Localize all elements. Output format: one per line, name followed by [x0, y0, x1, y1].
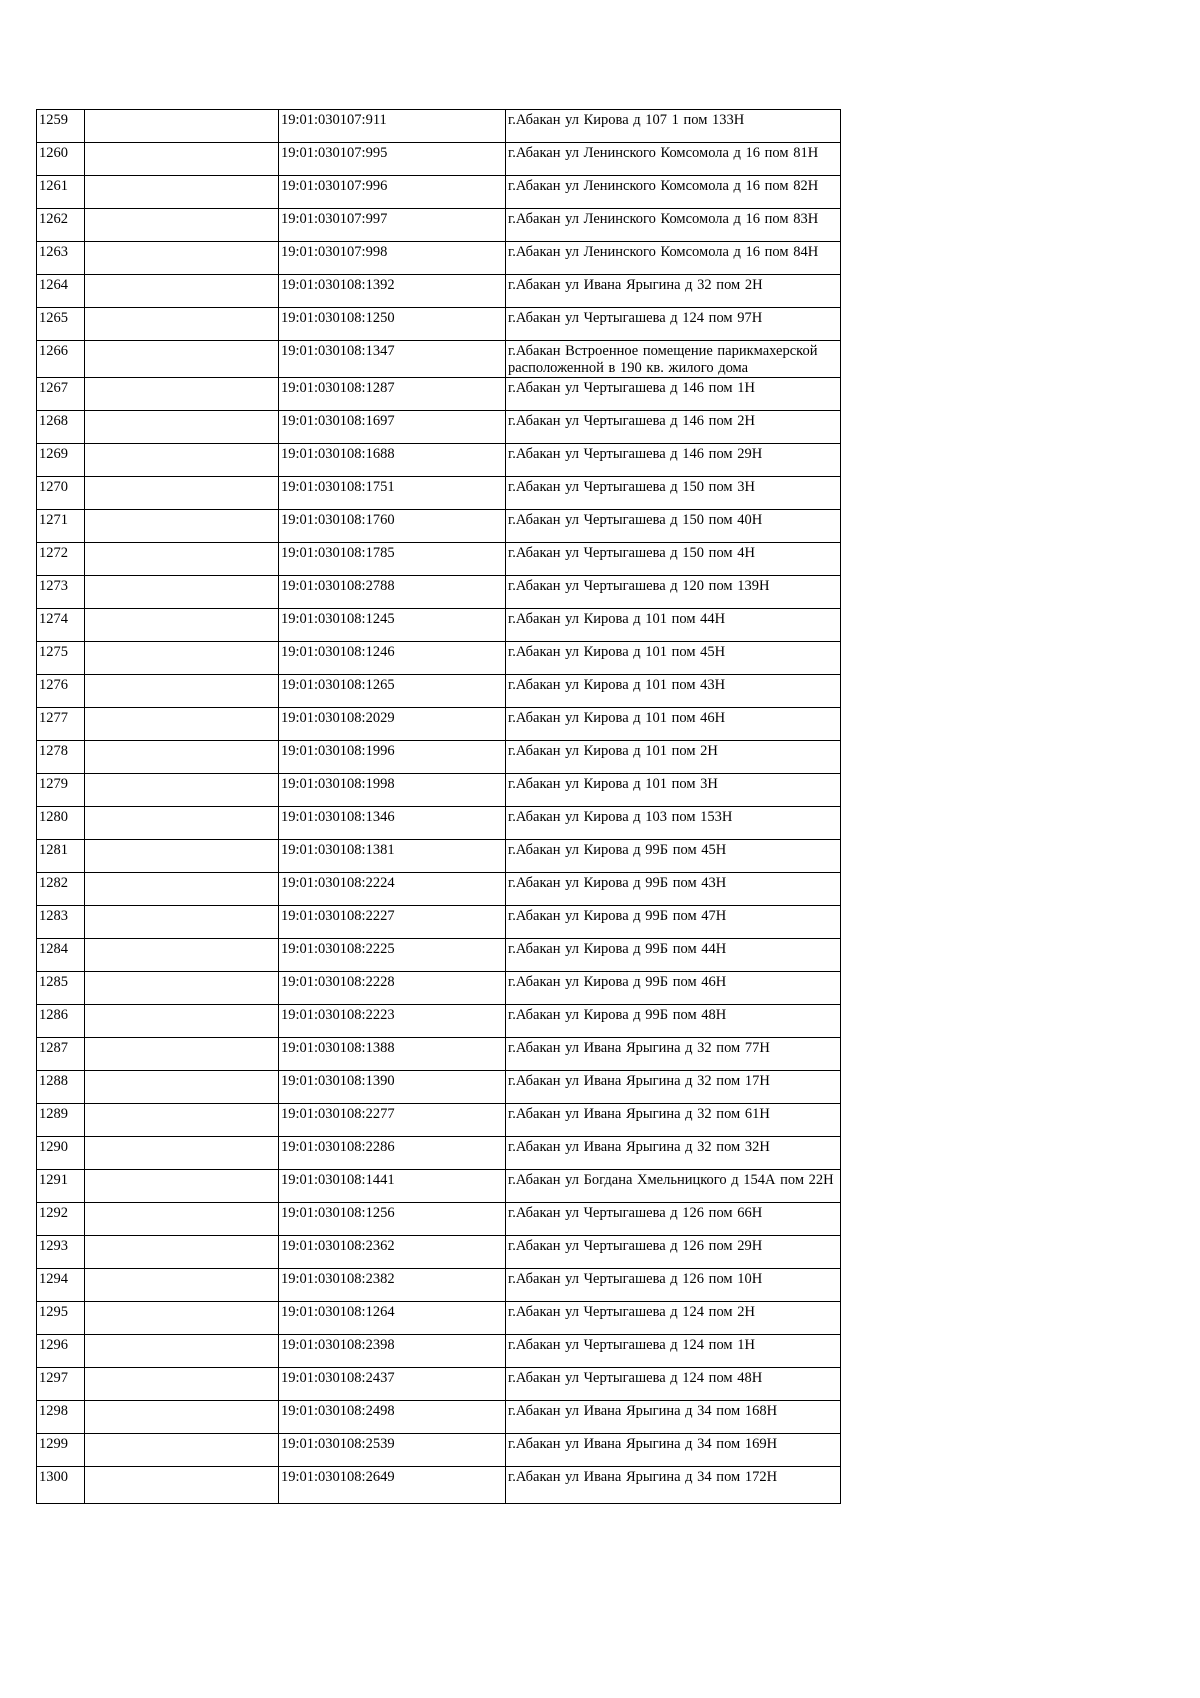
row-number-cell: 1266: [37, 341, 85, 378]
row-number-cell: 1295: [37, 1302, 85, 1335]
table-row: [37, 110, 841, 143]
table-row: [37, 840, 841, 873]
cadastral-number-cell: 19:01:030108:1388: [279, 1038, 506, 1071]
cadastral-number-cell: 19:01:030108:2227: [279, 906, 506, 939]
cadastral-number-cell: 19:01:030107:996: [279, 176, 506, 209]
row-number-cell: 1288: [37, 1071, 85, 1104]
cadastral-number-cell: 19:01:030107:995: [279, 143, 506, 176]
row-number-cell: 1260: [37, 143, 85, 176]
row-number-cell: 1294: [37, 1269, 85, 1302]
table-row: [37, 1137, 841, 1170]
property-registry-table: [36, 109, 841, 1504]
row-number-cell: 1261: [37, 176, 85, 209]
table-row: [37, 1005, 841, 1038]
cadastral-number-cell: 19:01:030107:998: [279, 242, 506, 275]
address-cell: г.Абакан ул Кирова д 99Б пом 45Н: [506, 840, 841, 873]
table-row: [37, 143, 841, 176]
table-row: [37, 1269, 841, 1302]
row-number-cell: 1296: [37, 1335, 85, 1368]
owner-cell: [85, 1005, 279, 1038]
row-number-cell: 1291: [37, 1170, 85, 1203]
table-row: [37, 642, 841, 675]
owner-cell: [85, 1368, 279, 1401]
owner-cell: [85, 176, 279, 209]
row-number-cell: 1262: [37, 209, 85, 242]
owner-cell: [85, 378, 279, 411]
row-number-cell: 1289: [37, 1104, 85, 1137]
cadastral-number-cell: 19:01:030108:1246: [279, 642, 506, 675]
row-number-cell: 1298: [37, 1401, 85, 1434]
row-number-cell: 1280: [37, 807, 85, 840]
cadastral-number-cell: 19:01:030108:1697: [279, 411, 506, 444]
cadastral-number-cell: 19:01:030108:1347: [279, 341, 506, 378]
address-cell: г.Абакан ул Ивана Ярыгина д 34 пом 169Н: [506, 1434, 841, 1467]
table-row: [37, 411, 841, 444]
owner-cell: [85, 774, 279, 807]
cadastral-number-cell: 19:01:030108:1760: [279, 510, 506, 543]
owner-cell: [85, 143, 279, 176]
address-cell: г.Абакан ул Кирова д 101 пом 3Н: [506, 774, 841, 807]
owner-cell: [85, 708, 279, 741]
owner-cell: [85, 1236, 279, 1269]
address-cell: г.Абакан ул Кирова д 101 пом 44Н: [506, 609, 841, 642]
owner-cell: [85, 1071, 279, 1104]
row-number-cell: 1276: [37, 675, 85, 708]
address-cell: г.Абакан ул Ивана Ярыгина д 32 пом 77Н: [506, 1038, 841, 1071]
address-cell: г.Абакан ул Чертыгашева д 146 пом 2Н: [506, 411, 841, 444]
owner-cell: [85, 543, 279, 576]
cadastral-number-cell: 19:01:030108:1250: [279, 308, 506, 341]
owner-cell: [85, 1434, 279, 1467]
owner-cell: [85, 275, 279, 308]
address-cell: г.Абакан ул Чертыгашева д 124 пом 1Н: [506, 1335, 841, 1368]
address-cell: г.Абакан ул Чертыгашева д 150 пом 40Н: [506, 510, 841, 543]
cadastral-number-cell: 19:01:030108:1785: [279, 543, 506, 576]
row-number-cell: 1274: [37, 609, 85, 642]
address-cell: г.Абакан ул Кирова д 107 1 пом 133Н: [506, 110, 841, 143]
owner-cell: [85, 873, 279, 906]
row-number-cell: 1275: [37, 642, 85, 675]
address-cell: г.Абакан ул Ленинского Комсомола д 16 пом 84Н: [506, 242, 841, 275]
address-cell: г.Абакан ул Чертыгашева д 126 пом 10Н: [506, 1269, 841, 1302]
row-number-cell: 1285: [37, 972, 85, 1005]
row-number-cell: 1273: [37, 576, 85, 609]
cadastral-number-cell: 19:01:030108:2398: [279, 1335, 506, 1368]
address-cell: г.Абакан ул Кирова д 99Б пом 44Н: [506, 939, 841, 972]
row-number-cell: 1272: [37, 543, 85, 576]
table-row: [37, 774, 841, 807]
cadastral-number-cell: 19:01:030108:1441: [279, 1170, 506, 1203]
owner-cell: [85, 576, 279, 609]
table-row: [37, 708, 841, 741]
table-row: [37, 609, 841, 642]
table-row: [37, 1434, 841, 1467]
row-number-cell: 1278: [37, 741, 85, 774]
address-cell: г.Абакан ул Кирова д 101 пом 43Н: [506, 675, 841, 708]
address-cell: г.Абакан ул Кирова д 99Б пом 47Н: [506, 906, 841, 939]
table-row: [37, 1038, 841, 1071]
owner-cell: [85, 972, 279, 1005]
owner-cell: [85, 807, 279, 840]
table-row: [37, 873, 841, 906]
table-row: [37, 1203, 841, 1236]
owner-cell: [85, 411, 279, 444]
owner-cell: [85, 840, 279, 873]
address-cell: г.Абакан ул Ивана Ярыгина д 32 пом 61Н: [506, 1104, 841, 1137]
owner-cell: [85, 444, 279, 477]
row-number-cell: 1263: [37, 242, 85, 275]
address-cell: г.Абакан ул Ленинского Комсомола д 16 пом 83Н: [506, 209, 841, 242]
owner-cell: [85, 110, 279, 143]
owner-cell: [85, 1302, 279, 1335]
cadastral-number-cell: 19:01:030108:1751: [279, 477, 506, 510]
row-number-cell: 1284: [37, 939, 85, 972]
address-cell: г.Абакан ул Ивана Ярыгина д 34 пом 172Н: [506, 1467, 841, 1504]
address-cell: г.Абакан ул Ленинского Комсомола д 16 пом 82Н: [506, 176, 841, 209]
table-row: [37, 275, 841, 308]
row-number-cell: 1300: [37, 1467, 85, 1504]
owner-cell: [85, 1104, 279, 1137]
cadastral-number-cell: 19:01:030108:2498: [279, 1401, 506, 1434]
table-row: [37, 510, 841, 543]
owner-cell: [85, 1467, 279, 1504]
address-cell: г.Абакан ул Кирова д 101 пом 45Н: [506, 642, 841, 675]
table-row: [37, 972, 841, 1005]
table-row: [37, 1170, 841, 1203]
row-number-cell: 1281: [37, 840, 85, 873]
cadastral-number-cell: 19:01:030108:2382: [279, 1269, 506, 1302]
cadastral-number-cell: 19:01:030108:2649: [279, 1467, 506, 1504]
row-number-cell: 1287: [37, 1038, 85, 1071]
cadastral-number-cell: 19:01:030108:1256: [279, 1203, 506, 1236]
address-cell: г.Абакан ул Ленинского Комсомола д 16 пом 81Н: [506, 143, 841, 176]
table-row: [37, 444, 841, 477]
cadastral-number-cell: 19:01:030108:1392: [279, 275, 506, 308]
address-cell: г.Абакан ул Кирова д 99Б пом 46Н: [506, 972, 841, 1005]
table-row: [37, 176, 841, 209]
owner-cell: [85, 675, 279, 708]
address-cell: г.Абакан ул Ивана Ярыгина д 32 пом 32Н: [506, 1137, 841, 1170]
row-number-cell: 1271: [37, 510, 85, 543]
owner-cell: [85, 1038, 279, 1071]
owner-cell: [85, 1269, 279, 1302]
address-cell: г.Абакан ул Кирова д 101 пом 2Н: [506, 741, 841, 774]
address-cell: г.Абакан ул Чертыгашева д 146 пом 29Н: [506, 444, 841, 477]
owner-cell: [85, 906, 279, 939]
address-cell: г.Абакан ул Чертыгашева д 150 пом 3Н: [506, 477, 841, 510]
row-number-cell: 1267: [37, 378, 85, 411]
cadastral-number-cell: 19:01:030108:2437: [279, 1368, 506, 1401]
cadastral-number-cell: 19:01:030108:1265: [279, 675, 506, 708]
table-row: [37, 675, 841, 708]
row-number-cell: 1282: [37, 873, 85, 906]
table-row: [37, 906, 841, 939]
cadastral-number-cell: 19:01:030108:1346: [279, 807, 506, 840]
row-number-cell: 1299: [37, 1434, 85, 1467]
table-row: [37, 242, 841, 275]
table-row: [37, 308, 841, 341]
address-cell: г.Абакан ул Чертыгашева д 124 пом 97Н: [506, 308, 841, 341]
row-number-cell: 1269: [37, 444, 85, 477]
cadastral-number-cell: 19:01:030108:2223: [279, 1005, 506, 1038]
row-number-cell: 1283: [37, 906, 85, 939]
address-cell: г.Абакан ул Ивана Ярыгина д 32 пом 17Н: [506, 1071, 841, 1104]
owner-cell: [85, 1170, 279, 1203]
table-row: [37, 543, 841, 576]
table-row: [37, 1236, 841, 1269]
cadastral-number-cell: 19:01:030108:1287: [279, 378, 506, 411]
owner-cell: [85, 1203, 279, 1236]
table-row: [37, 1302, 841, 1335]
owner-cell: [85, 341, 279, 378]
row-number-cell: 1279: [37, 774, 85, 807]
table-row: [37, 1401, 841, 1434]
cadastral-number-cell: 19:01:030108:2788: [279, 576, 506, 609]
address-cell: г.Абакан ул Чертыгашева д 150 пом 4Н: [506, 543, 841, 576]
address-cell: г.Абакан ул Чертыгашева д 120 пом 139Н: [506, 576, 841, 609]
table-row: [37, 741, 841, 774]
address-cell: г.Абакан ул Чертыгашева д 126 пом 29Н: [506, 1236, 841, 1269]
cadastral-number-cell: 19:01:030108:2277: [279, 1104, 506, 1137]
cadastral-number-cell: 19:01:030108:1996: [279, 741, 506, 774]
address-cell: г.Абакан ул Чертыгашева д 124 пом 48Н: [506, 1368, 841, 1401]
address-cell: г.Абакан ул Чертыгашева д 126 пом 66Н: [506, 1203, 841, 1236]
owner-cell: [85, 510, 279, 543]
owner-cell: [85, 1401, 279, 1434]
table-row: [37, 1335, 841, 1368]
row-number-cell: 1264: [37, 275, 85, 308]
table-row: [37, 209, 841, 242]
row-number-cell: 1290: [37, 1137, 85, 1170]
cadastral-number-cell: 19:01:030107:997: [279, 209, 506, 242]
owner-cell: [85, 642, 279, 675]
cadastral-number-cell: 19:01:030108:2362: [279, 1236, 506, 1269]
owner-cell: [85, 242, 279, 275]
address-cell: г.Абакан ул Чертыгашева д 124 пом 2Н: [506, 1302, 841, 1335]
owner-cell: [85, 1335, 279, 1368]
cadastral-number-cell: 19:01:030108:1381: [279, 840, 506, 873]
table-row: [37, 1071, 841, 1104]
address-cell: г.Абакан ул Кирова д 103 пом 153Н: [506, 807, 841, 840]
table-row: [37, 1104, 841, 1137]
owner-cell: [85, 741, 279, 774]
row-number-cell: 1297: [37, 1368, 85, 1401]
row-number-cell: 1268: [37, 411, 85, 444]
row-number-cell: 1293: [37, 1236, 85, 1269]
cadastral-number-cell: 19:01:030108:1245: [279, 609, 506, 642]
owner-cell: [85, 209, 279, 242]
address-cell: г.Абакан ул Чертыгашева д 146 пом 1Н: [506, 378, 841, 411]
table-row: [37, 477, 841, 510]
cadastral-number-cell: 19:01:030108:2224: [279, 873, 506, 906]
cadastral-number-cell: 19:01:030108:2225: [279, 939, 506, 972]
cadastral-number-cell: 19:01:030108:2539: [279, 1434, 506, 1467]
address-cell: г.Абакан ул Кирова д 99Б пом 48Н: [506, 1005, 841, 1038]
row-number-cell: 1259: [37, 110, 85, 143]
cadastral-number-cell: 19:01:030108:1390: [279, 1071, 506, 1104]
table-row: [37, 1368, 841, 1401]
table-row: [37, 576, 841, 609]
owner-cell: [85, 477, 279, 510]
row-number-cell: 1270: [37, 477, 85, 510]
row-number-cell: 1292: [37, 1203, 85, 1236]
cadastral-number-cell: 19:01:030108:2228: [279, 972, 506, 1005]
registry-table-body: [37, 110, 841, 1504]
row-number-cell: 1286: [37, 1005, 85, 1038]
row-number-cell: 1265: [37, 308, 85, 341]
cadastral-number-cell: 19:01:030108:1264: [279, 1302, 506, 1335]
address-cell: г.Абакан ул Ивана Ярыгина д 32 пом 2Н: [506, 275, 841, 308]
cadastral-number-cell: 19:01:030107:911: [279, 110, 506, 143]
address-cell: г.Абакан ул Кирова д 99Б пом 43Н: [506, 873, 841, 906]
owner-cell: [85, 609, 279, 642]
address-cell: г.Абакан Встроенное помещение парикмахерской расположенной в 190 кв. жилого дома: [506, 341, 841, 378]
row-number-cell: 1277: [37, 708, 85, 741]
table-row: [37, 378, 841, 411]
cadastral-number-cell: 19:01:030108:1998: [279, 774, 506, 807]
owner-cell: [85, 308, 279, 341]
cadastral-number-cell: 19:01:030108:1688: [279, 444, 506, 477]
table-row: [37, 341, 841, 378]
table-row: [37, 1467, 841, 1504]
address-cell: г.Абакан ул Богдана Хмельницкого д 154А пом 22Н: [506, 1170, 841, 1203]
cadastral-number-cell: 19:01:030108:2029: [279, 708, 506, 741]
table-row: [37, 939, 841, 972]
address-cell: г.Абакан ул Ивана Ярыгина д 34 пом 168Н: [506, 1401, 841, 1434]
owner-cell: [85, 939, 279, 972]
cadastral-number-cell: 19:01:030108:2286: [279, 1137, 506, 1170]
address-cell: г.Абакан ул Кирова д 101 пом 46Н: [506, 708, 841, 741]
table-row: [37, 807, 841, 840]
owner-cell: [85, 1137, 279, 1170]
